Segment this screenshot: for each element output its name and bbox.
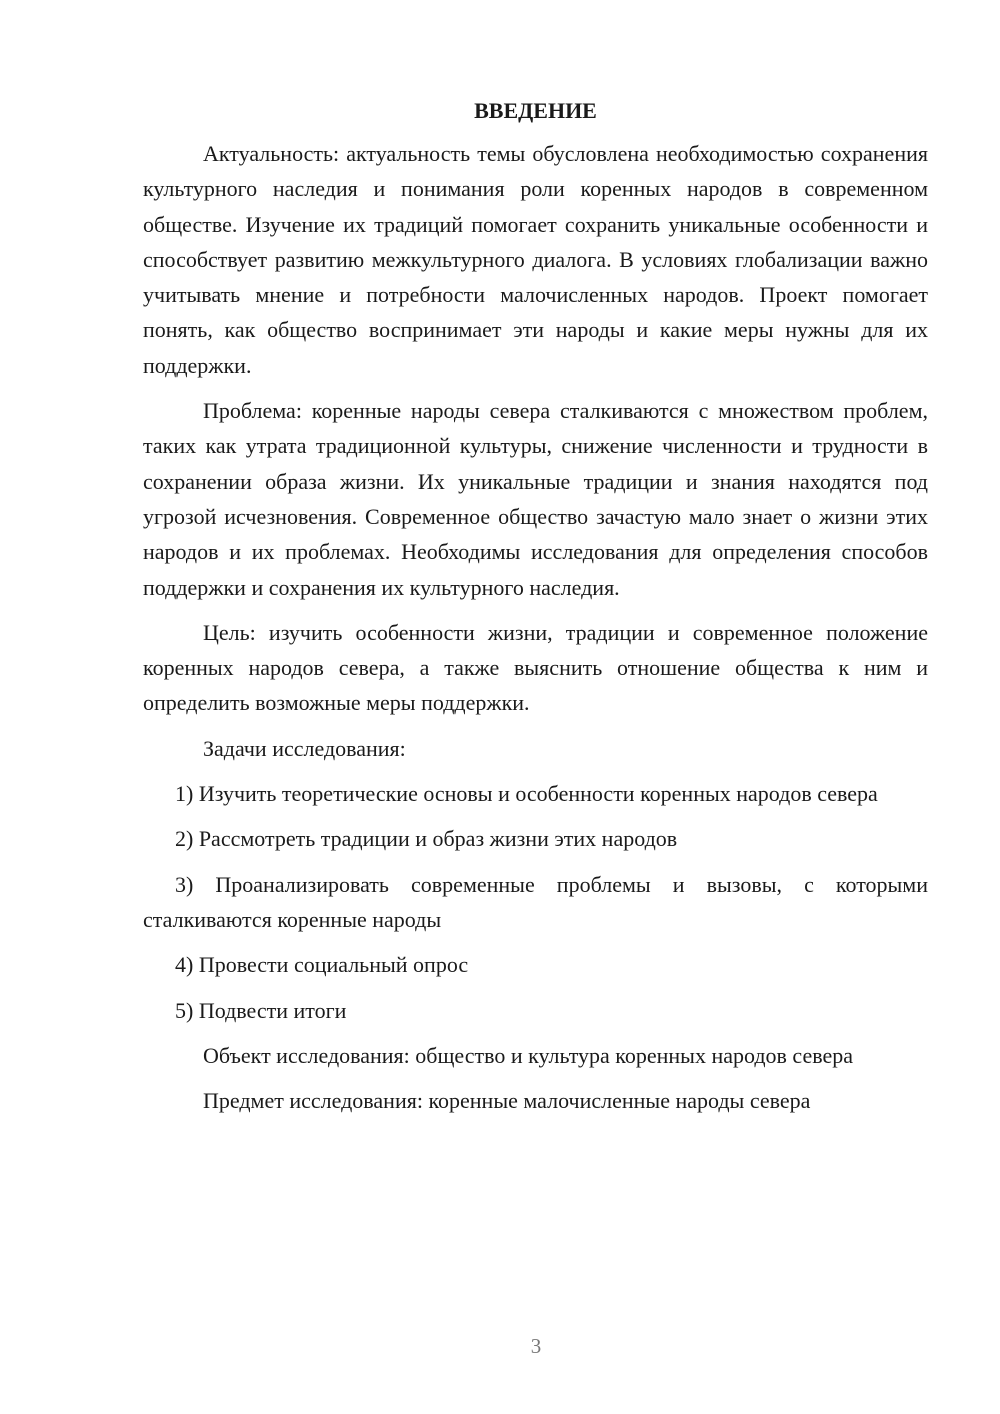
list-item: 2) Рассмотреть традиции и образ жизни этих народов [175,826,678,852]
tasks-list [143,776,928,1028]
relevance-paragraph: Актуальность: актуальность темы обусловлена необходимостью сохранения культурного наследия и понимания роли коренных народов в современном обществе. Изучение их традиций помогает сохранить уникальные особенности и способствует развитию межкультурного диалога. В условиях глобализации важно учитывать мнение и потребности малочисленных народов. Проект помогает понять, как общество воспринимает эти народы и какие меры нужны для их поддержки. [143,141,928,378]
object-paragraph: Объект исследования: общество и культура коренных народов севера [203,1042,854,1068]
problem-paragraph: Проблема: коренные народы севера сталкиваются с множеством проблем, таких как утрата традиционной культуры, снижение численности и трудности в сохранении образа жизни. Их уникальные традиции и знания находятся под угрозой исчезновения. Современное общество зачастую мало знает о жизни этих народов и их проблемах. Необходимы исследования для определения способов поддержки и сохранения их культурного наследия. [143,398,928,600]
document-page [143,96,928,1128]
list-item: 1) Изучить теоретические основы и особенности коренных народов севера [175,781,878,807]
list-item: 5) Подвести итоги [175,997,347,1023]
list-item: 4) Провести социальный опрос [175,952,469,978]
goal-paragraph: Цель: изучить особенности жизни, традиции и современное положение коренных народов севера, а также выяснить отношение общества к ним и определить возможные меры поддержки. [143,619,928,716]
tasks-heading: Задачи исследования: [203,735,406,761]
subject-paragraph: Предмет исследования: коренные малочисленные народы севера [203,1088,811,1114]
page-number: 3 [530,1334,542,1358]
page-title: ВВЕДЕНИЕ [474,98,597,123]
list-item: 3) Проанализировать современные проблемы и вызовы, с которыми сталкиваются коренные народы [143,871,928,932]
